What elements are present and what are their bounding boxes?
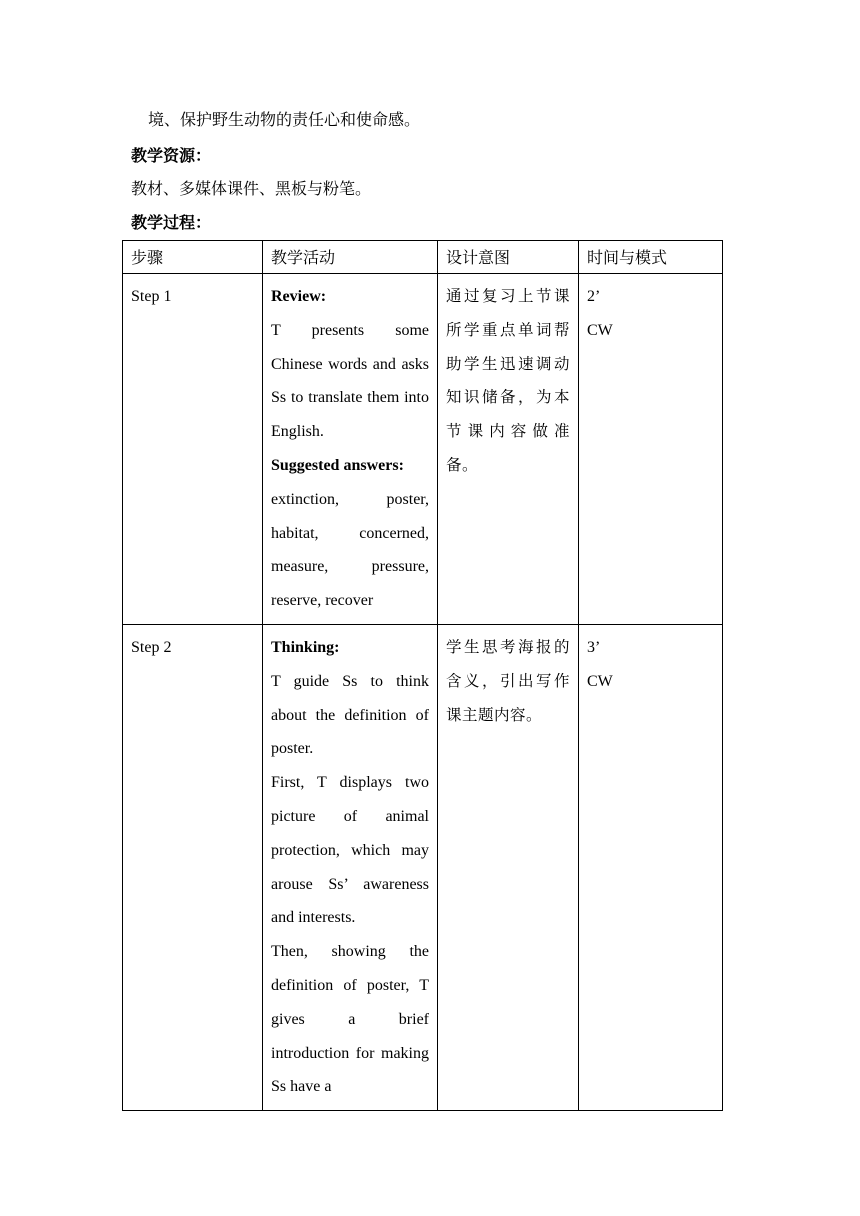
intro-line: 境、保护野生动物的责任心和使命感。 xyxy=(148,112,421,129)
mode-value: CW xyxy=(587,672,613,690)
time-mode-cell xyxy=(579,624,723,1110)
step-cell: Step 1 xyxy=(123,274,263,625)
table-row xyxy=(123,624,723,1110)
intention-text: 学生思考海报的含义，引出写作课主题内容。 xyxy=(446,637,570,724)
activity-list: extinction, poster, habitat, concerned, measure, pressure, reserve, recover xyxy=(271,490,429,610)
activity-text-2: First, T displays two picture of animal protection, which may arouse Ss’ awareness and interests. xyxy=(271,774,429,927)
resources-text: 教材、多媒体课件、黑板与粉笔。 xyxy=(131,181,372,198)
lesson-process-table xyxy=(122,240,723,1111)
table-row xyxy=(123,274,723,625)
activity-subtitle: Suggested answers: xyxy=(271,456,404,474)
step-cell: Step 2 xyxy=(123,624,263,1110)
time-value: 2’ xyxy=(587,288,601,305)
intention-text: 通过复习上节课所学重点单词帮助学生迅速调动知识储备，为本节课内容做准备。 xyxy=(446,287,570,474)
header-time-mode: 时间与模式 xyxy=(579,241,723,274)
mode-value: CW xyxy=(587,321,613,339)
header-step: 步骤 xyxy=(123,241,263,274)
activity-text: T guide Ss to think about the definition of poster. xyxy=(271,672,429,758)
process-heading: 教学过程： xyxy=(131,215,212,232)
activity-title: Review: xyxy=(271,288,327,305)
header-intention: 设计意图 xyxy=(438,241,579,274)
resources-heading: 教学资源： xyxy=(131,148,212,165)
intention-cell xyxy=(438,274,579,625)
activity-cell xyxy=(263,624,438,1110)
activity-text-3: Then, showing the definition of poster, T gives a brief introduction for making Ss have a xyxy=(271,943,429,1096)
activity-title: Thinking: xyxy=(271,638,340,656)
time-value: 3’ xyxy=(587,638,601,656)
activity-text: T presents some Chinese words and asks Ss to translate them into English. xyxy=(271,321,429,441)
activity-cell xyxy=(263,274,438,625)
header-activity: 教学活动 xyxy=(263,241,438,274)
table-header-row xyxy=(123,241,723,274)
intention-cell xyxy=(438,624,579,1110)
time-mode-cell xyxy=(579,274,723,625)
